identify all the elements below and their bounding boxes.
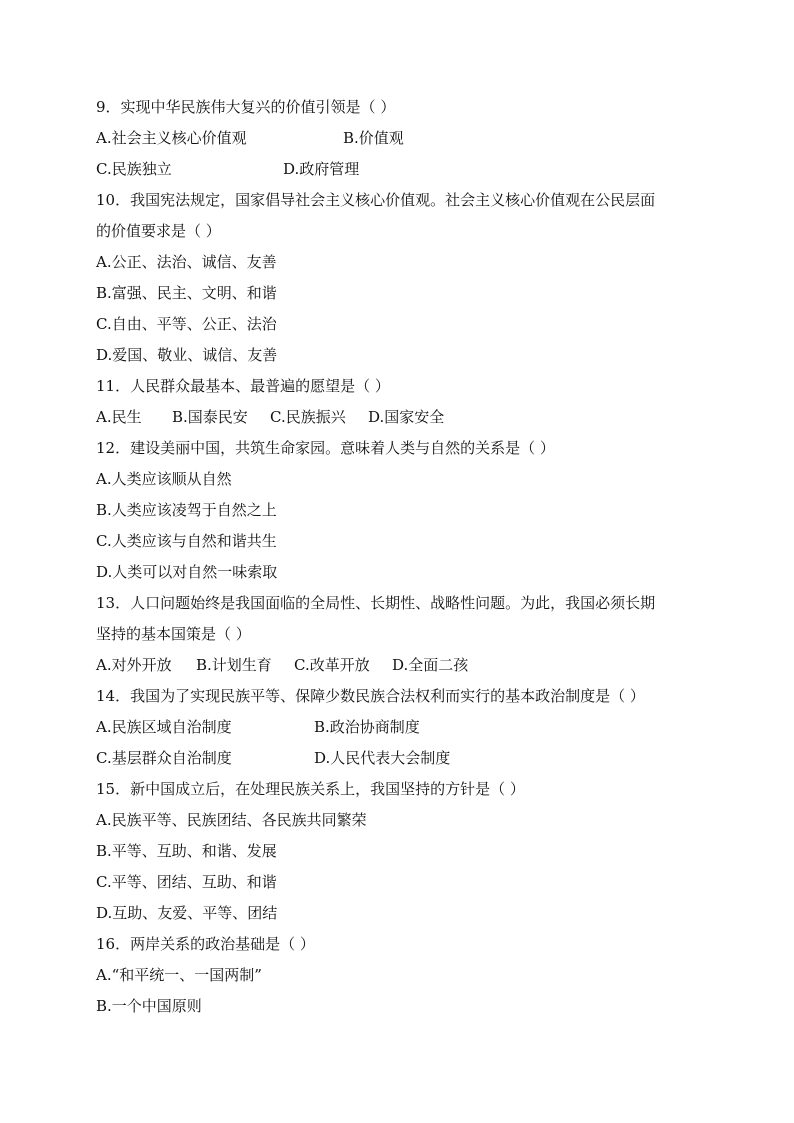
question-12-option-a: A.人类应该顺从自然 (96, 470, 232, 488)
question-9-option-b: B.价值观 (343, 129, 404, 147)
question-16-stem: 16．两岸关系的政治基础是（ ） (96, 935, 315, 953)
question-14-stem: 14．我国为了实现民族平等、保障少数民族合法权利而实行的基本政治制度是（ ） (96, 687, 645, 705)
question-9-option-d: D.政府管理 (283, 160, 360, 178)
question-13-option-b: B.计划生育 (196, 656, 272, 674)
question-13-option-a: A.对外开放 (96, 656, 172, 674)
question-11-option-b: B.国泰民安 (172, 408, 248, 426)
question-11-options-row (96, 402, 716, 433)
question-13-stem-line-2: 坚持的基本国策是（ ） (96, 625, 251, 643)
question-14-option-b: B.政治协商制度 (314, 718, 420, 736)
question-13-option-d: D.全面二孩 (392, 656, 469, 674)
question-9-option-c: C.民族独立 (96, 160, 172, 178)
question-10-stem-line-1: 10．我国宪法规定，国家倡导社会主义核心价值观。社会主义核心价值观在公民层面 (96, 191, 656, 209)
question-11-option-a: A.民生 (96, 408, 142, 426)
question-15-stem: 15．新中国成立后，在处理民族关系上，我国坚持的方针是（ ） (96, 780, 525, 798)
question-14-option-c: C.基层群众自治制度 (96, 749, 232, 767)
question-9-stem: 9．实现中华民族伟大复兴的价值引领是（ ） (96, 98, 396, 116)
question-10-option-a: A.公正、法治、诚信、友善 (96, 253, 277, 271)
question-11-stem: 11．人民群众最基本、最普遍的愿望是（ ） (96, 377, 390, 395)
question-14-options-row-2 (96, 743, 716, 774)
question-10-option-c: C.自由、平等、公正、法治 (96, 315, 277, 333)
question-15-option-b: B.平等、互助、和谐、发展 (96, 842, 277, 860)
question-12-option-b: B.人类应该凌驾于自然之上 (96, 501, 277, 519)
question-13-stem-line-1: 13．人口问题始终是我国面临的全局性、长期性、战略性问题。为此，我国必须长期 (96, 594, 656, 612)
question-16-option-b: B.一个中国原则 (96, 997, 202, 1015)
question-15-option-d: D.互助、友爱、平等、团结 (96, 904, 278, 922)
question-9-option-a: A.社会主义核心价值观 (96, 129, 247, 147)
question-16-option-a: A.“和平统一、一国两制” (96, 966, 262, 984)
question-15-option-c: C.平等、团结、互助、和谐 (96, 873, 277, 891)
question-11-option-c: C.民族振兴 (270, 408, 346, 426)
question-9-options-row-1 (96, 123, 716, 154)
question-10-stem-line-2: 的价值要求是（ ） (96, 222, 221, 240)
question-14-options-row-1 (96, 712, 716, 743)
question-10-option-b: B.富强、民主、文明、和谐 (96, 284, 277, 302)
question-14-option-d: D.人民代表大会制度 (314, 749, 451, 767)
question-9-options-row-2 (96, 154, 716, 185)
question-15-option-a: A.民族平等、民族团结、各民族共同繁荣 (96, 811, 367, 829)
question-11-option-d: D.国家安全 (368, 408, 445, 426)
question-13-options-row (96, 650, 716, 681)
question-12-option-c: C.人类应该与自然和谐共生 (96, 532, 277, 550)
question-14-option-a: A.民族区域自治制度 (96, 718, 232, 736)
question-10-option-d: D.爱国、敬业、诚信、友善 (96, 346, 278, 364)
question-12-stem: 12．建设美丽中国，共筑生命家园。意味着人类与自然的关系是（ ） (96, 439, 555, 457)
exam-page (96, 92, 716, 1022)
question-13-option-c: C.改革开放 (294, 656, 370, 674)
question-12-option-d: D.人类可以对自然一味索取 (96, 563, 278, 581)
